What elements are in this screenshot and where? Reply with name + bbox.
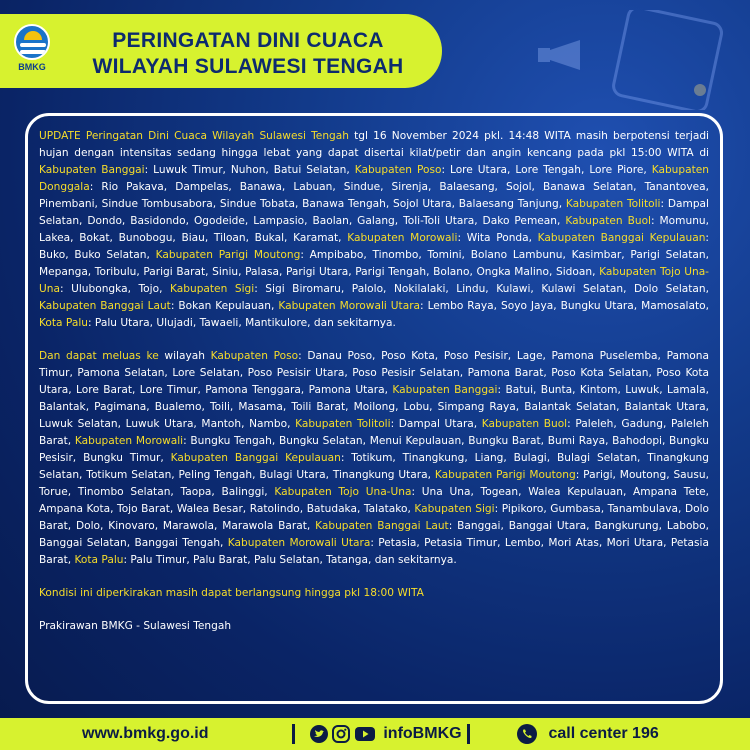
region-name: Kabupaten Banggai: [392, 384, 498, 396]
divider: [467, 724, 470, 744]
region-name: Kabupaten Parigi Moutong: [434, 469, 576, 481]
instagram-icon[interactable]: [332, 725, 350, 743]
warning-text: : Parigi, Moutong, Sausu, Torue, Tinombo Selatan, Taopa, Balinggi,: [39, 469, 709, 498]
warning-text: : Pipikoro, Gumbasa, Tanambulava, Dolo Barat, Dolo, Kinovaro, Marawola, Marawola Barat,: [39, 503, 710, 532]
warning-text: wilayah: [158, 350, 211, 362]
warning-text: : Dampal Utara,: [390, 418, 482, 430]
megaphone-phone-decoration: [520, 10, 730, 110]
region-name: Kabupaten Sigi: [170, 283, 255, 295]
region-name: Kabupaten Tolitoli: [295, 418, 391, 430]
warning-text: : Totikum, Tinangkung, Liang, Bulagi, Bulagi Selatan, Tinangkung Selatan, Totikum Selatan, Peling Tengah, Bulagi Utara, Tinangkung Utara,: [39, 452, 709, 481]
region-name: Kabupaten Buol: [565, 215, 651, 227]
extension-paragraph: [39, 348, 709, 569]
warning-text: tgl 16 November 2024 pkl. 14:48 WITA masih berpotensi terjadi hujan dengan intensitas sedang hingga lebat yang dapat disertai kilat/petir dan angin kencang pada pkl 15:00 WITA di: [39, 130, 709, 159]
warning-text: : Bungku Tengah, Bungku Selatan, Menui Kepulauan, Bungku Barat, Bumi Raya, Bahodopi, Bungku Pesisir, Bungku Timur,: [39, 435, 709, 464]
warning-paragraph: [39, 128, 709, 332]
region-name: Kabupaten Tojo Una-Una: [39, 266, 710, 295]
region-name: Kabupaten Buol: [481, 418, 568, 430]
warning-card: [25, 113, 723, 704]
region-name: Kota Palu: [39, 317, 88, 329]
warning-text: : Dampal Selatan, Dondo, Basidondo, Ogodeide, Lampasio, Baolan, Galang, Toli-Toli Utara, Dako Pemean,: [39, 198, 709, 227]
region-name: Kabupaten Poso: [354, 164, 442, 176]
youtube-icon[interactable]: [355, 726, 375, 742]
region-name: Kabupaten Morowali Utara: [278, 300, 421, 312]
warning-text: : Ampibabo, Tinombo, Tomini, Bolano Lambunu, Kasimbar, Parigi Selatan, Mepanga, Toribulu, Parigi Barat, Siniu, Palasa, Parigi Utara, Parigi Tengah, Bolano, Ongka Malino, Sidoan,: [39, 249, 709, 278]
warning-text: : Sigi Biromaru, Palolo, Nokilalaki, Lindu, Kulawi, Kulawi Selatan, Dolo Selatan,: [254, 283, 710, 295]
forecaster-credit: Prakirawan BMKG - Sulawesi Tengah: [39, 620, 232, 632]
duration-note: Kondisi ini diperkirakan masih dapat berlangsung hingga pkl 18:00 WITA: [39, 587, 424, 599]
region-name: Kota Palu: [74, 554, 124, 566]
region-name: Kabupaten Morowali Utara: [227, 537, 371, 549]
region-name: Kabupaten Banggai Laut: [39, 300, 171, 312]
warning-text: : Danau Poso, Poso Kota, Poso Pesisir, Lage, Pamona Puselemba, Pamona Timur, Pamona Selatan, Lore Selatan, Poso Pesisir Utara, Poso Pesisir Selatan, Pamona Barat, Poso Kota Selatan, Poso Kota Utara, Lore Barat, Lore Timur, Pamona Tenggara, Pamona Utara,: [39, 350, 709, 396]
page-title: [58, 28, 438, 80]
warning-text: : Luwuk Timur, Nuhon, Batui Selatan,: [144, 164, 355, 176]
region-name: Kabupaten Donggala: [39, 164, 709, 193]
twitter-icon[interactable]: [310, 725, 328, 743]
warning-text: : Wita Ponda,: [457, 232, 538, 244]
warning-text: : Petasia, Petasia Timur, Lembo, Mori Atas, Mori Utara, Petasia Barat,: [39, 537, 709, 566]
warning-text: : Palu Utara, Ulujadi, Tawaeli, Mantikulore, dan sekitarnya.: [87, 317, 396, 329]
region-name: Kabupaten Banggai Laut: [315, 520, 449, 532]
region-name: Kabupaten Tojo Una-Una: [274, 486, 412, 498]
social-links: [310, 718, 462, 750]
region-name: Kabupaten Sigi: [414, 503, 495, 515]
logo-text: BMKG: [18, 62, 46, 72]
warning-text: : Lore Utara, Lore Tengah, Lore Piore,: [441, 164, 652, 176]
warning-text: : Palu Timur, Palu Barat, Palu Selatan, Tatanga, dan sekitarnya.: [123, 554, 457, 566]
warning-text: : Momunu, Lakea, Bokat, Bunobogu, Biau, Tiloan, Bukal, Karamat,: [39, 215, 709, 244]
region-name: Kabupaten Morowali: [347, 232, 458, 244]
header-banner: [0, 14, 442, 88]
region-name: Kabupaten Poso: [210, 350, 299, 362]
warning-text: : Banggai, Banggai Utara, Bangkurung, Labobo, Banggai Selatan, Banggai Tengah,: [39, 520, 710, 549]
whatsapp-icon[interactable]: [516, 723, 538, 745]
warning-text: : Lembo Raya, Soyo Jaya, Bungku Utara, Mamosalato,: [420, 300, 709, 312]
warning-text: : Una Una, Togean, Walea Kepulauan, Ampana Tete, Ampana Kota, Tojo Barat, Walea Besar, Ratolindo, Batudaka, Talatako,: [39, 486, 709, 515]
website-link[interactable]: www.bmkg.go.id: [82, 725, 209, 742]
region-name: Kabupaten Morowali: [74, 435, 184, 447]
call-center: [516, 718, 659, 750]
region-name: UPDATE Peringatan Dini Cuaca Wilayah Sulawesi Tengah: [39, 130, 349, 142]
warning-text: : Rio Pakava, Dampelas, Banawa, Labuan, Sindue, Sirenja, Balaesang, Sojol, Banawa Selatan, Tanantovea, Pinembani, Sindue Tombusabora, Sindue Tobata, Banawa Tengah, Sojol Utara, Balaesang Tanjung,: [39, 181, 709, 210]
footer-bar: [0, 718, 750, 750]
region-name: Dan dapat meluas ke: [39, 350, 159, 362]
warning-text: : Buko, Buko Selatan,: [39, 232, 709, 261]
region-name: Kabupaten Parigi Moutong: [155, 249, 301, 261]
title-line-1: PERINGATAN DINI CUACA: [112, 29, 384, 52]
warning-text: : Paleleh, Gadung, Paleleh Barat,: [39, 418, 709, 447]
bmkg-logo: [12, 24, 52, 80]
region-name: Kabupaten Banggai Kepulauan: [170, 452, 341, 464]
title-line-2: WILAYAH SULAWESI TENGAH: [92, 55, 404, 78]
warning-text: : Batui, Bunta, Kintom, Luwuk, Lamala, Balantak, Pagimana, Bualemo, Toili, Masama, Toili Barat, Moilong, Lobu, Simpang Raya, Balantak Selatan, Balantak Utara, Luwuk Selatan, Luwuk Utara, Mantoh, Nambo,: [39, 384, 709, 430]
region-name: Kabupaten Banggai: [39, 164, 145, 176]
divider: [292, 724, 295, 744]
region-name: Kabupaten Banggai Kepulauan: [537, 232, 706, 244]
call-center-label[interactable]: call center 196: [548, 725, 659, 742]
warning-text: : Ulubongka, Tojo,: [59, 283, 170, 295]
warning-text: : Bokan Kepulauan,: [170, 300, 279, 312]
region-name: Kabupaten Tolitoli: [565, 198, 661, 210]
social-handle[interactable]: infoBMKG: [383, 725, 462, 742]
